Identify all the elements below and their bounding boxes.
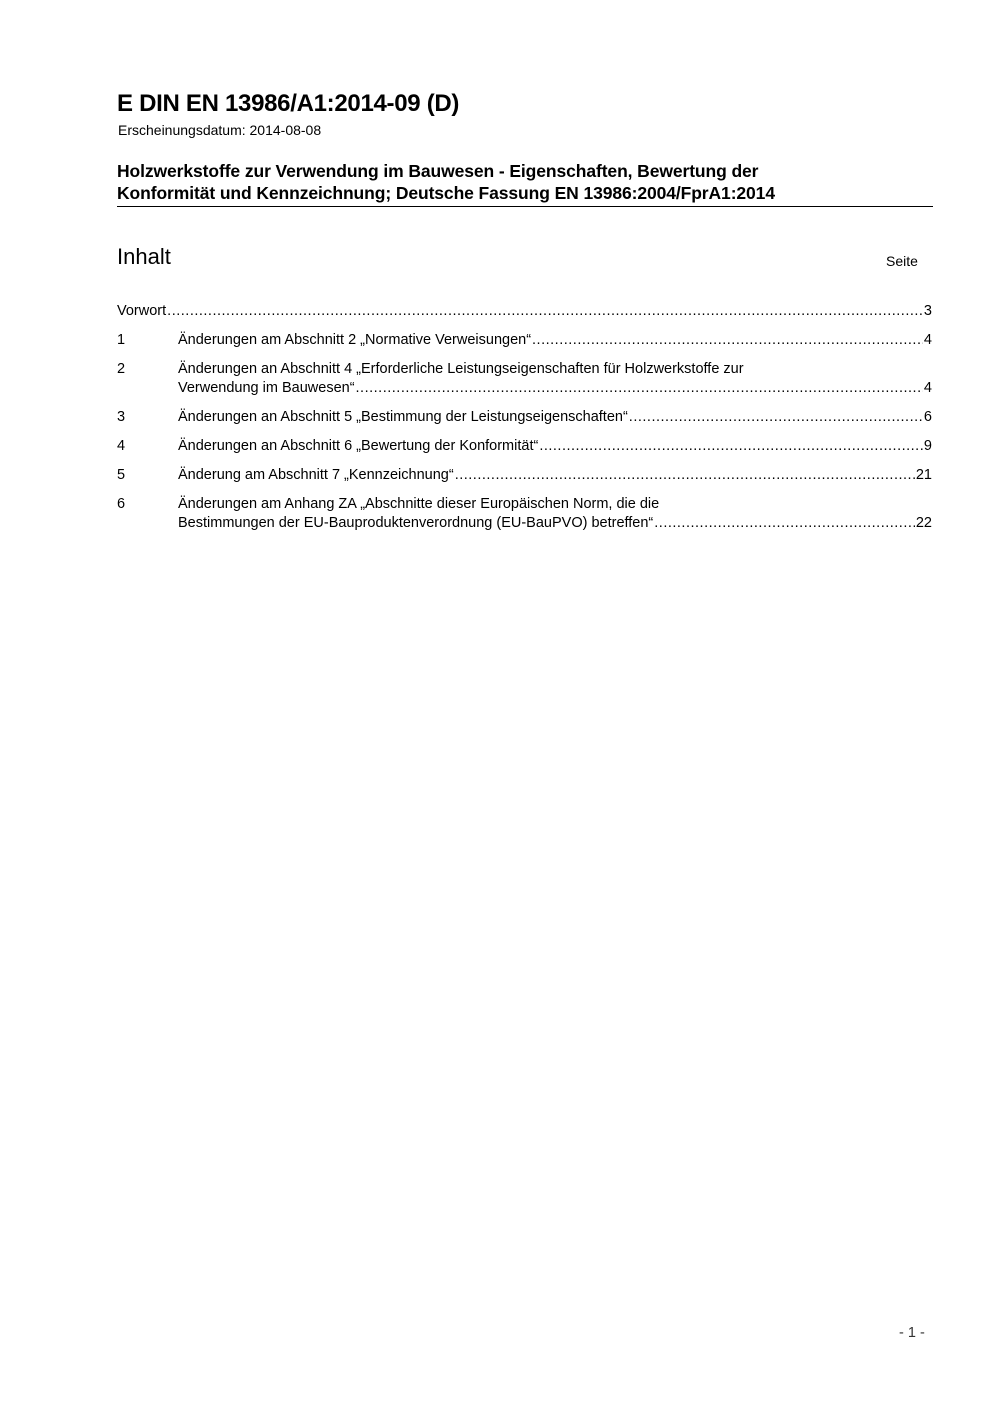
- toc-entry-1[interactable]: [117, 331, 932, 350]
- toc-entry-title: Änderungen an Abschnitt 5 „Bestimmung der Leistungseigenschaften“: [178, 409, 628, 425]
- toc-leader-dots: [629, 408, 923, 427]
- toc-entry-page: 9: [923, 438, 932, 454]
- toc-entry-page: 6: [923, 409, 932, 425]
- toc-entry-3[interactable]: [117, 408, 932, 427]
- toc-leader-dots: [356, 379, 923, 398]
- toc-entry-vorwort[interactable]: [117, 302, 932, 321]
- toc-entry-title-line-1: Änderungen am Anhang ZA „Abschnitte dieser Europäischen Norm, die die: [178, 496, 660, 512]
- toc-entry-title: Änderungen an Abschnitt 6 „Bewertung der Konformität“: [178, 438, 539, 454]
- toc-entry-number: 2: [117, 361, 126, 377]
- toc-entry-number: 6: [117, 496, 126, 512]
- toc-entry-number: 3: [117, 409, 126, 425]
- toc-entry-page: 21: [915, 467, 932, 483]
- document-title-line-1: Holzwerkstoffe zur Verwendung im Bauwesen - Eigenschaften, Bewertung der: [117, 161, 759, 181]
- toc-entry-page: 4: [923, 380, 932, 396]
- page-number: - 1 -: [899, 1325, 925, 1341]
- toc-page-column-label: Seite: [886, 253, 918, 269]
- document-title: [117, 160, 933, 207]
- toc-entry-2[interactable]: [117, 360, 932, 398]
- toc-entry-5[interactable]: [117, 466, 932, 485]
- toc-entry-page: 22: [915, 515, 932, 531]
- toc-entry-title: Änderung am Abschnitt 7 „Kennzeichnung“: [178, 467, 454, 483]
- toc-entry-page: 3: [923, 303, 932, 319]
- toc-entry-number: 1: [117, 332, 126, 348]
- toc-leader-dots: [654, 514, 915, 533]
- toc-entry-4[interactable]: [117, 437, 932, 456]
- toc-entry-title: Änderungen am Abschnitt 2 „Normative Verweisungen“: [178, 332, 532, 348]
- toc-heading: Inhalt: [117, 244, 171, 269]
- toc-entry-title-line-1: Änderungen an Abschnitt 4 „Erforderliche Leistungseigenschaften für Holzwerkstoffe zur: [178, 361, 744, 377]
- toc-entry-title: Vorwort: [117, 303, 167, 319]
- table-of-contents: [117, 302, 932, 543]
- toc-entry-6[interactable]: [117, 495, 932, 533]
- toc-entry-number: 5: [117, 467, 126, 483]
- toc-entry-page: 4: [923, 332, 932, 348]
- toc-entry-title-line-2: Bestimmungen der EU-Bauproduktenverordnung (EU-BauPVO) betreffen“: [178, 515, 654, 531]
- publication-date: Erscheinungsdatum: 2014-08-08: [118, 122, 322, 138]
- document-title-line-2: Konformität und Kennzeichnung; Deutsche Fassung EN 13986:2004/FprA1:2014: [117, 183, 775, 203]
- document-id: E DIN EN 13986/A1:2014-09 (D): [117, 90, 460, 117]
- toc-leader-dots: [532, 331, 923, 350]
- toc-entry-number: 4: [117, 438, 126, 454]
- toc-entry-title-line-2: Verwendung im Bauwesen“: [178, 380, 355, 396]
- toc-leader-dots: [167, 302, 923, 321]
- toc-leader-dots: [539, 437, 923, 456]
- toc-leader-dots: [455, 466, 915, 485]
